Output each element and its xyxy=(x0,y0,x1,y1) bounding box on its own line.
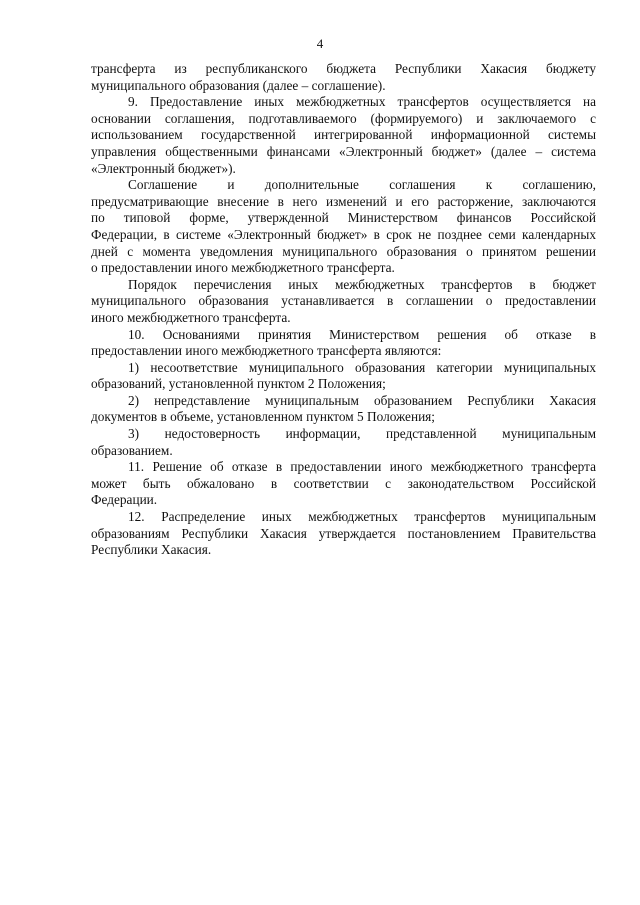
text-line: иного межбюджетного трансферта. xyxy=(91,309,291,325)
paragraph-11 xyxy=(91,459,596,509)
text-line: дней с момента уведомления муниципального образования о принятом решении xyxy=(91,243,596,259)
text-line: использованием государственной интегрированной информационной системы xyxy=(91,127,596,143)
text-line: образований, установленной пунктом 2 Положения; xyxy=(91,376,386,392)
text-line: трансферта из республиканского бюджета Республики Хакасия бюджету xyxy=(91,61,596,76)
text-line: о предоставлении иного межбюджетного трансферта. xyxy=(91,260,395,276)
text-line: может быть обжаловано в соответствии с законодательством Российской xyxy=(91,475,596,491)
document-body xyxy=(91,61,596,559)
text-line: 2) непредставление муниципальным образованием Республики Хакасия xyxy=(128,392,596,408)
text-line: образованиям Республики Хакасия утверждается постановлением Правительства xyxy=(91,525,596,541)
paragraph-10-2 xyxy=(91,393,596,426)
text-line: 11. Решение об отказе в предоставлении иного межбюджетного трансферта xyxy=(128,459,596,475)
paragraph-9 xyxy=(91,94,596,177)
text-line: Порядок перечисления иных межбюджетных трансфертов в бюджет xyxy=(128,276,596,292)
text-line: 12. Распределение иных межбюджетных трансфертов муниципальным xyxy=(128,509,596,525)
text-line: 9. Предоставление иных межбюджетных трансфертов осуществляется на xyxy=(128,94,596,110)
text-line: Соглашение и дополнительные соглашения к соглашению, xyxy=(128,177,596,193)
text-line: муниципального образования устанавливается в соглашении о предоставлении xyxy=(91,293,596,309)
paragraph-10-3 xyxy=(91,426,596,459)
paragraph-procedure xyxy=(91,277,596,327)
text-line: муниципального образования (далее – соглашение). xyxy=(91,77,386,93)
paragraph-12 xyxy=(91,509,596,559)
text-line: документов в объеме, установленном пунктом 5 Положения; xyxy=(91,409,435,425)
text-line: «Электронный бюджет»). xyxy=(91,160,236,176)
paragraph-10-1 xyxy=(91,360,596,393)
text-line: Федерации, в системе «Электронный бюджет» в срок не позднее семи календарных xyxy=(91,226,596,242)
text-line: по типовой форме, утвержденной Министерством финансов Российской xyxy=(91,210,596,226)
text-line: 1) несоответствие муниципального образования категории муниципальных xyxy=(128,359,596,375)
text-line: Федерации. xyxy=(91,492,158,508)
text-line: предоставлении иного межбюджетного трансферта являются: xyxy=(91,343,442,359)
text-line: управления общественными финансами «Электронный бюджет» (далее – система xyxy=(91,143,596,159)
text-line: Республики Хакасия. xyxy=(91,542,212,558)
text-line: 3) недостоверность информации, представленной муниципальным xyxy=(128,426,596,442)
text-line: основании соглашения, подготавливаемого (формируемого) и заключаемого с xyxy=(91,110,596,126)
text-line: предусматривающие внесение в него изменений и его расторжение, заключаются xyxy=(91,193,596,209)
paragraph-agreement xyxy=(91,177,596,277)
page-number: 4 xyxy=(316,36,324,51)
text-line: 10. Основаниями принятия Министерством решения об отказе в xyxy=(128,326,596,342)
paragraph-10 xyxy=(91,327,596,360)
text-line: образованием. xyxy=(91,442,173,458)
paragraph-transfer-end xyxy=(91,61,596,94)
